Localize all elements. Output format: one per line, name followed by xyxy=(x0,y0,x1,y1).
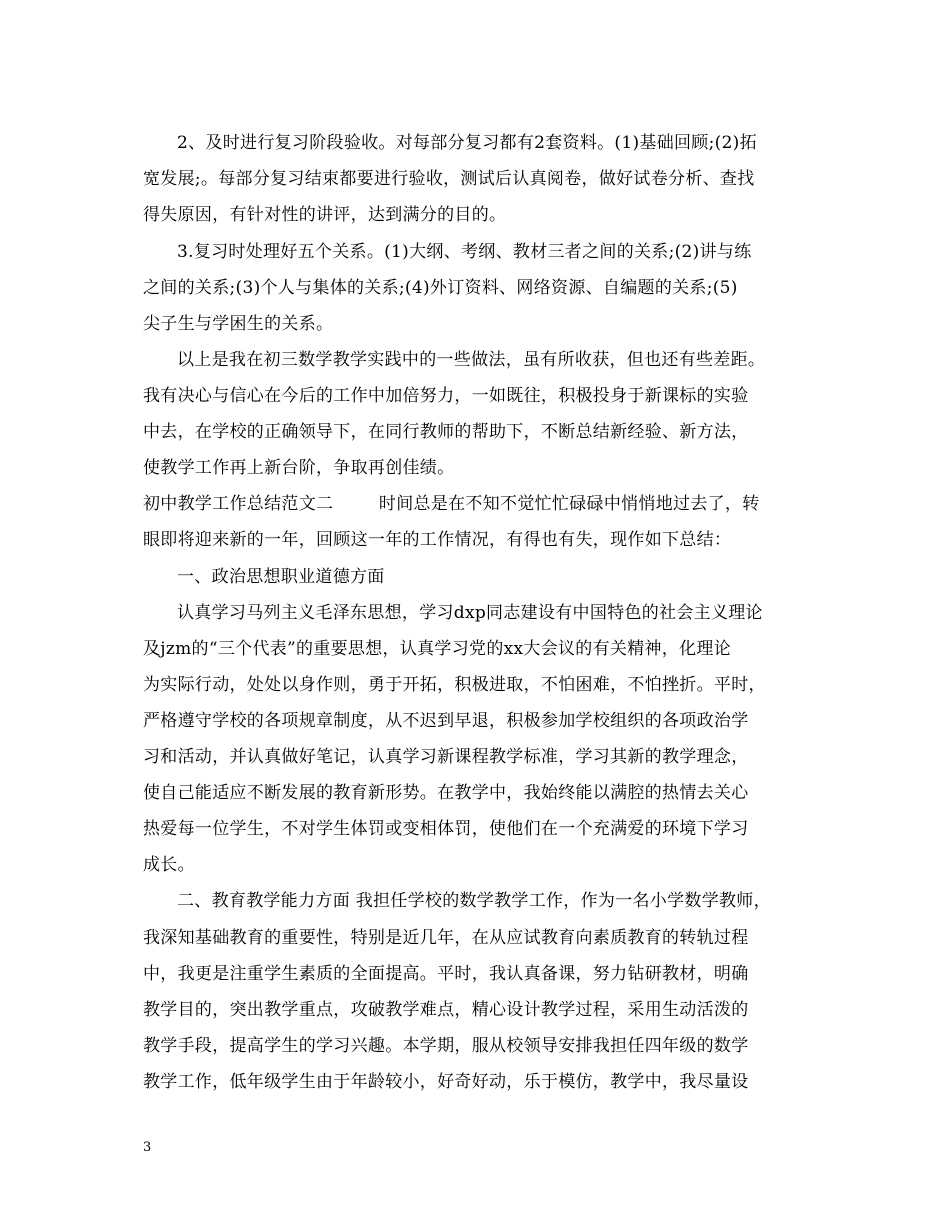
text-line: 及jzm的“三个代表”的重要思想，认真学习党的xx大会议的有关精神，化理论 xyxy=(143,639,732,659)
page-number: 3 xyxy=(143,1140,152,1155)
text-line: 教学工作，低年级学生由于年龄较小，好奇好动，乐于模仿，教学中，我尽量设 xyxy=(143,1072,749,1092)
text-line: 使教学工作再上新台阶，争取再创佳绩。 xyxy=(143,458,455,478)
heading-politics: 一、政治思想职业道德方面 xyxy=(177,567,385,587)
text-line: 3.复习时处理好五个关系。(1)大纲、考纲、教材三者之间的关系;(2)讲与练 xyxy=(177,242,752,262)
text-line: 教学目的，突出教学重点，攻破教学难点，精心设计教学过程，采用生动活泼的 xyxy=(143,1000,749,1020)
section-title-line: 初中教学工作总结范文二 时间总是在不知不觉忙忙碌碌中悄悄地过去了，转 xyxy=(143,494,760,514)
text-line: 中，我更是注重学生素质的全面提高。平时，我认真备课，努力钻研教材，明确 xyxy=(143,964,749,984)
text-line: 我有决心与信心在今后的工作中加倍努力，一如既往，积极投身于新课标的实验 xyxy=(143,386,749,406)
text-line: 严格遵守学校的各项规章制度，从不迟到早退，积极参加学校组织的各项政治学 xyxy=(143,711,749,731)
text-line: 成长。 xyxy=(143,855,195,875)
text-line: 得失原因，有针对性的讲评，达到满分的目的。 xyxy=(143,205,507,225)
text-line: 习和活动，并认真做好笔记，认真学习新课程教学标准，学习其新的教学理念， xyxy=(143,747,749,767)
heading-teaching: 二、教育教学能力方面 我担任学校的数学教学工作，作为一名小学数学教师， xyxy=(177,891,771,911)
text-line: 眼即将迎来新的一年，回顾这一年的工作情况，有得也有失，现作如下总结： xyxy=(143,530,732,550)
text-line: 教学手段，提高学生的学习兴趣。本学期，服从校领导安排我担任四年级的数学 xyxy=(143,1036,749,1056)
text-line: 我深知基础教育的重要性，特别是近几年，在从应试教育向素质教育的转轨过程 xyxy=(143,928,749,948)
text-line: 以上是我在初三数学教学实践中的一些做法，虽有所收获，但也还有些差距。 xyxy=(177,350,766,370)
text-line: 为实际行动，处处以身作则，勇于开拓，积极进取，不怕困难，不怕挫折。平时， xyxy=(143,675,766,695)
text-line: 认真学习马列主义毛泽东思想，学习dxp同志建设有中国特色的社会主义理论 xyxy=(177,603,763,623)
text-line: 尖子生与学困生的关系。 xyxy=(143,314,334,334)
text-line: 使自己能适应不断发展的教育新形势。在教学中，我始终能以满腔的热情去关心 xyxy=(143,783,749,803)
text-line: 宽发展;。每部分复习结束都要进行验收，测试后认真阅卷，做好试卷分析、查找 xyxy=(143,169,755,189)
text-line: 中去，在学校的正确领导下，在同行教师的帮助下，不断总结新经验、新方法， xyxy=(143,422,749,442)
text-line: 之间的关系;(3)个人与集体的关系;(4)外订资料、网络资源、自编题的关系;(5) xyxy=(143,278,738,298)
text-line: 热爱每一位学生，不对学生体罚或变相体罚，使他们在一个充满爱的环境下学习 xyxy=(143,819,749,839)
text-line: 2、及时进行复习阶段验收。对每部分复习都有2套资料。(1)基础回顾;(2)拓 xyxy=(177,133,757,153)
